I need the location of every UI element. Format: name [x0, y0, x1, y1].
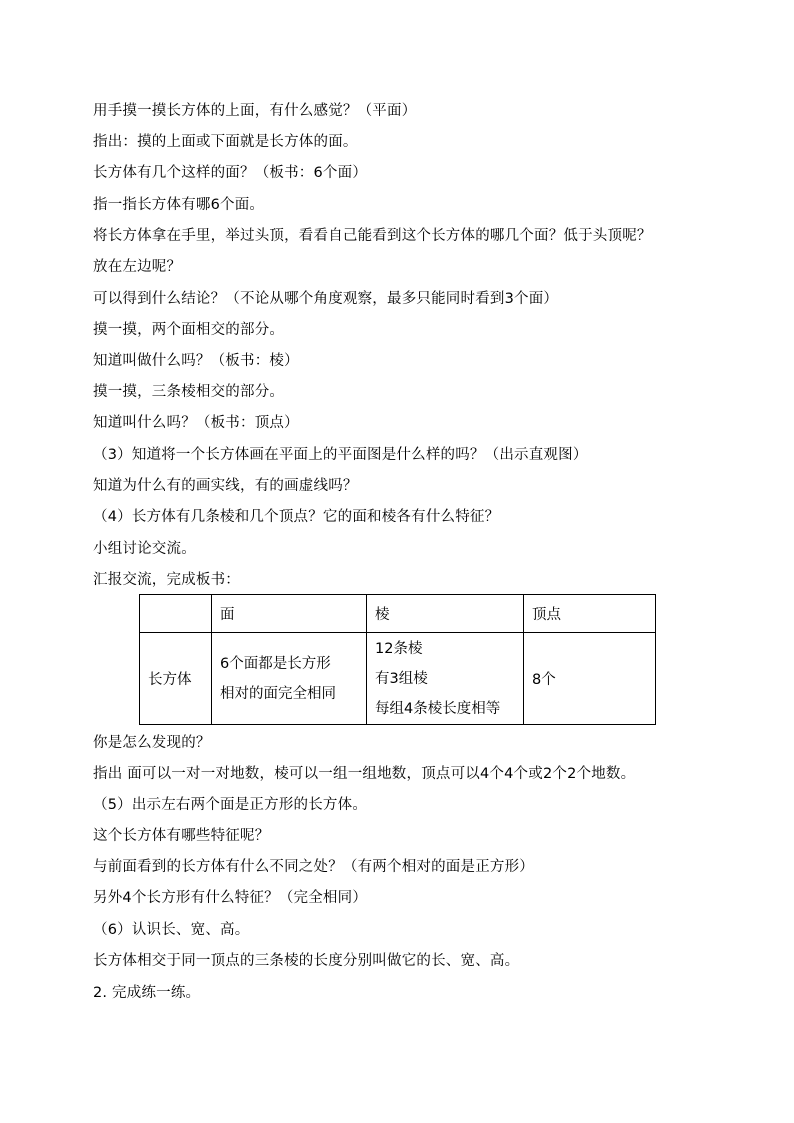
- text-line: （6）认识长、宽、高。: [93, 922, 250, 938]
- text-line: 摸一摸，三条棱相交的部分。: [93, 384, 285, 400]
- text-line: （3）知道将一个长方体画在平面上的平面图是什么样的吗？（出示直观图）: [93, 447, 588, 463]
- table-header-row: [140, 595, 656, 633]
- text-line: 2. 完成练一练。: [93, 985, 201, 1001]
- text-line: 可以得到什么结论？（不论从哪个角度观察，最多只能同时看到3个面）: [93, 291, 559, 307]
- text-line: 将长方体拿在手里，举过头顶，看看自己能看到这个长方体的哪几个面？低于头顶呢？: [93, 228, 652, 244]
- table-header-cell: 面: [212, 595, 367, 633]
- text-line: 指出 面可以一对一对地数，棱可以一组一组地数，顶点可以4个4个或2个2个地数。: [93, 766, 636, 782]
- text-line: 另外4个长方形有什么特征？（完全相同）: [93, 890, 368, 906]
- table-header-cell: 顶点: [524, 595, 656, 633]
- text-line: 知道叫做什么吗？（板书：棱）: [93, 353, 299, 369]
- text-line: 用手摸一摸长方体的上面，有什么感觉？（平面）: [93, 103, 417, 119]
- text-line: 知道叫什么吗？（板书：顶点）: [93, 415, 299, 431]
- text-line: 汇报交流，完成板书：: [93, 572, 240, 588]
- text-line: 长方体相交于同一顶点的三条棱的长度分别叫做它的长、宽、高。: [93, 953, 520, 969]
- text-line: 这个长方体有哪些特征呢？: [93, 828, 270, 844]
- text-line: 你是怎么发现的？: [93, 735, 211, 751]
- table-row: [140, 633, 656, 725]
- face-feature: 6个面都是长方形: [220, 655, 331, 672]
- face-cell: [212, 633, 367, 725]
- edge-feature: 每组4条棱长度相等: [375, 700, 501, 717]
- table-header-cell: 棱: [367, 595, 524, 633]
- text-line: （5）出示左右两个面是正方形的长方体。: [93, 797, 368, 813]
- text-line: 小组讨论交流。: [93, 541, 196, 557]
- text-line: 放在左边呢？: [93, 259, 182, 275]
- text-line: 指出：摸的上面或下面就是长方体的面。: [93, 134, 358, 150]
- text-line: 长方体有几个这样的面？（板书：6个面）: [93, 165, 368, 181]
- text-line: 指一指长方体有哪6个面。: [93, 197, 265, 213]
- feature-table: [139, 594, 656, 725]
- text-line: 与前面看到的长方体有什么不同之处？（有两个相对的面是正方形）: [93, 859, 534, 875]
- vertex-cell: 8个: [524, 633, 656, 725]
- text-line: （4）长方体有几条棱和几个顶点？它的面和棱各有什么特征？: [93, 509, 500, 525]
- text-line: 知道为什么有的画实线，有的画虚线吗？: [93, 478, 358, 494]
- row-label-cell: 长方体: [140, 633, 212, 725]
- edge-feature: 有3组棱: [375, 670, 428, 687]
- table-header-cell: [140, 595, 212, 633]
- face-feature: 相对的面完全相同: [220, 685, 336, 702]
- edge-cell: [367, 633, 524, 725]
- text-line: 摸一摸，两个面相交的部分。: [93, 322, 285, 338]
- edge-feature: 12条棱: [375, 640, 423, 657]
